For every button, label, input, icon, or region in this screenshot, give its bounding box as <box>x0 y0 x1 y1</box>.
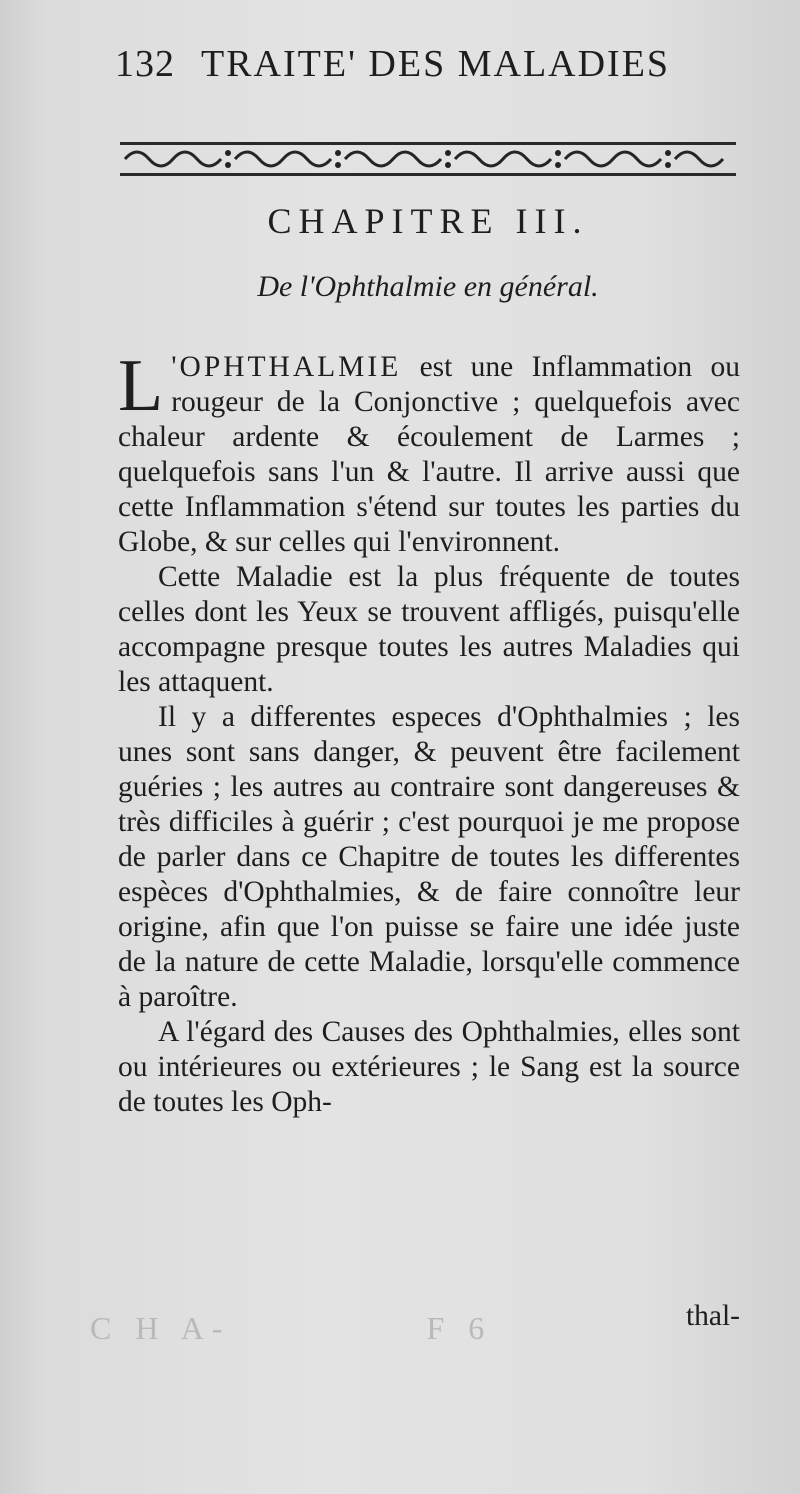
paragraph-1 <box>118 345 740 560</box>
running-header <box>115 38 715 88</box>
drop-cap: L <box>118 345 164 427</box>
paragraph-4: A l'égard des Causes des Ophthalmies, elles sont ou intérieures ou extérieures ; le Sang est la source de toutes les Oph- <box>118 1016 740 1118</box>
bleed-signature: F 6 <box>426 1310 493 1346</box>
running-title: TRAITE' DES MALADIES <box>201 43 671 85</box>
paragraph-1-text: est une Inflammation ou rougeur de la Conjonctive ; quelquefois avec chaleur ardente & écoulement de Larmes ; quelquefois sans l'un & l'autre. Il arrive aussi que cette Inflammation s'étend sur toutes les parties du Globe, & sur celles qui l'environnent. <box>118 351 740 558</box>
chapter-title: CHAPITRE III. <box>267 201 589 241</box>
opening-word: 'OPHTHALMIE <box>171 351 402 383</box>
paragraph-2: Cette Maladie est la plus fréquente de toutes celles dont les Yeux se trouvent affligés, puisqu'elle accompagne presque toutes les autres Maladies qui les attaquent. <box>118 561 740 698</box>
body-text <box>118 345 740 1120</box>
ornament-band <box>120 138 736 180</box>
bleed-catchword: C H A- <box>90 1310 231 1346</box>
chapter-subtitle: De l'Ophthalmie en général. <box>257 270 599 303</box>
page-number: 132 <box>115 43 175 85</box>
paragraph-3: Il y a differentes especes d'Ophthalmies ; les unes sont sans danger, & peuvent être facilement guéries ; les autres au contraire sont dangereuses & très difficiles à guérir ; c'est pourquoi je me propose de parler dans ce Chapitre de toutes les differentes espèces d'Ophthalmies, & de faire connoître leur origine, afin que l'on puisse se faire une idée juste de la nature de cette Maladie, lorsqu'elle commence à paroître. <box>118 701 740 1013</box>
catchword: thal- <box>685 1300 740 1332</box>
